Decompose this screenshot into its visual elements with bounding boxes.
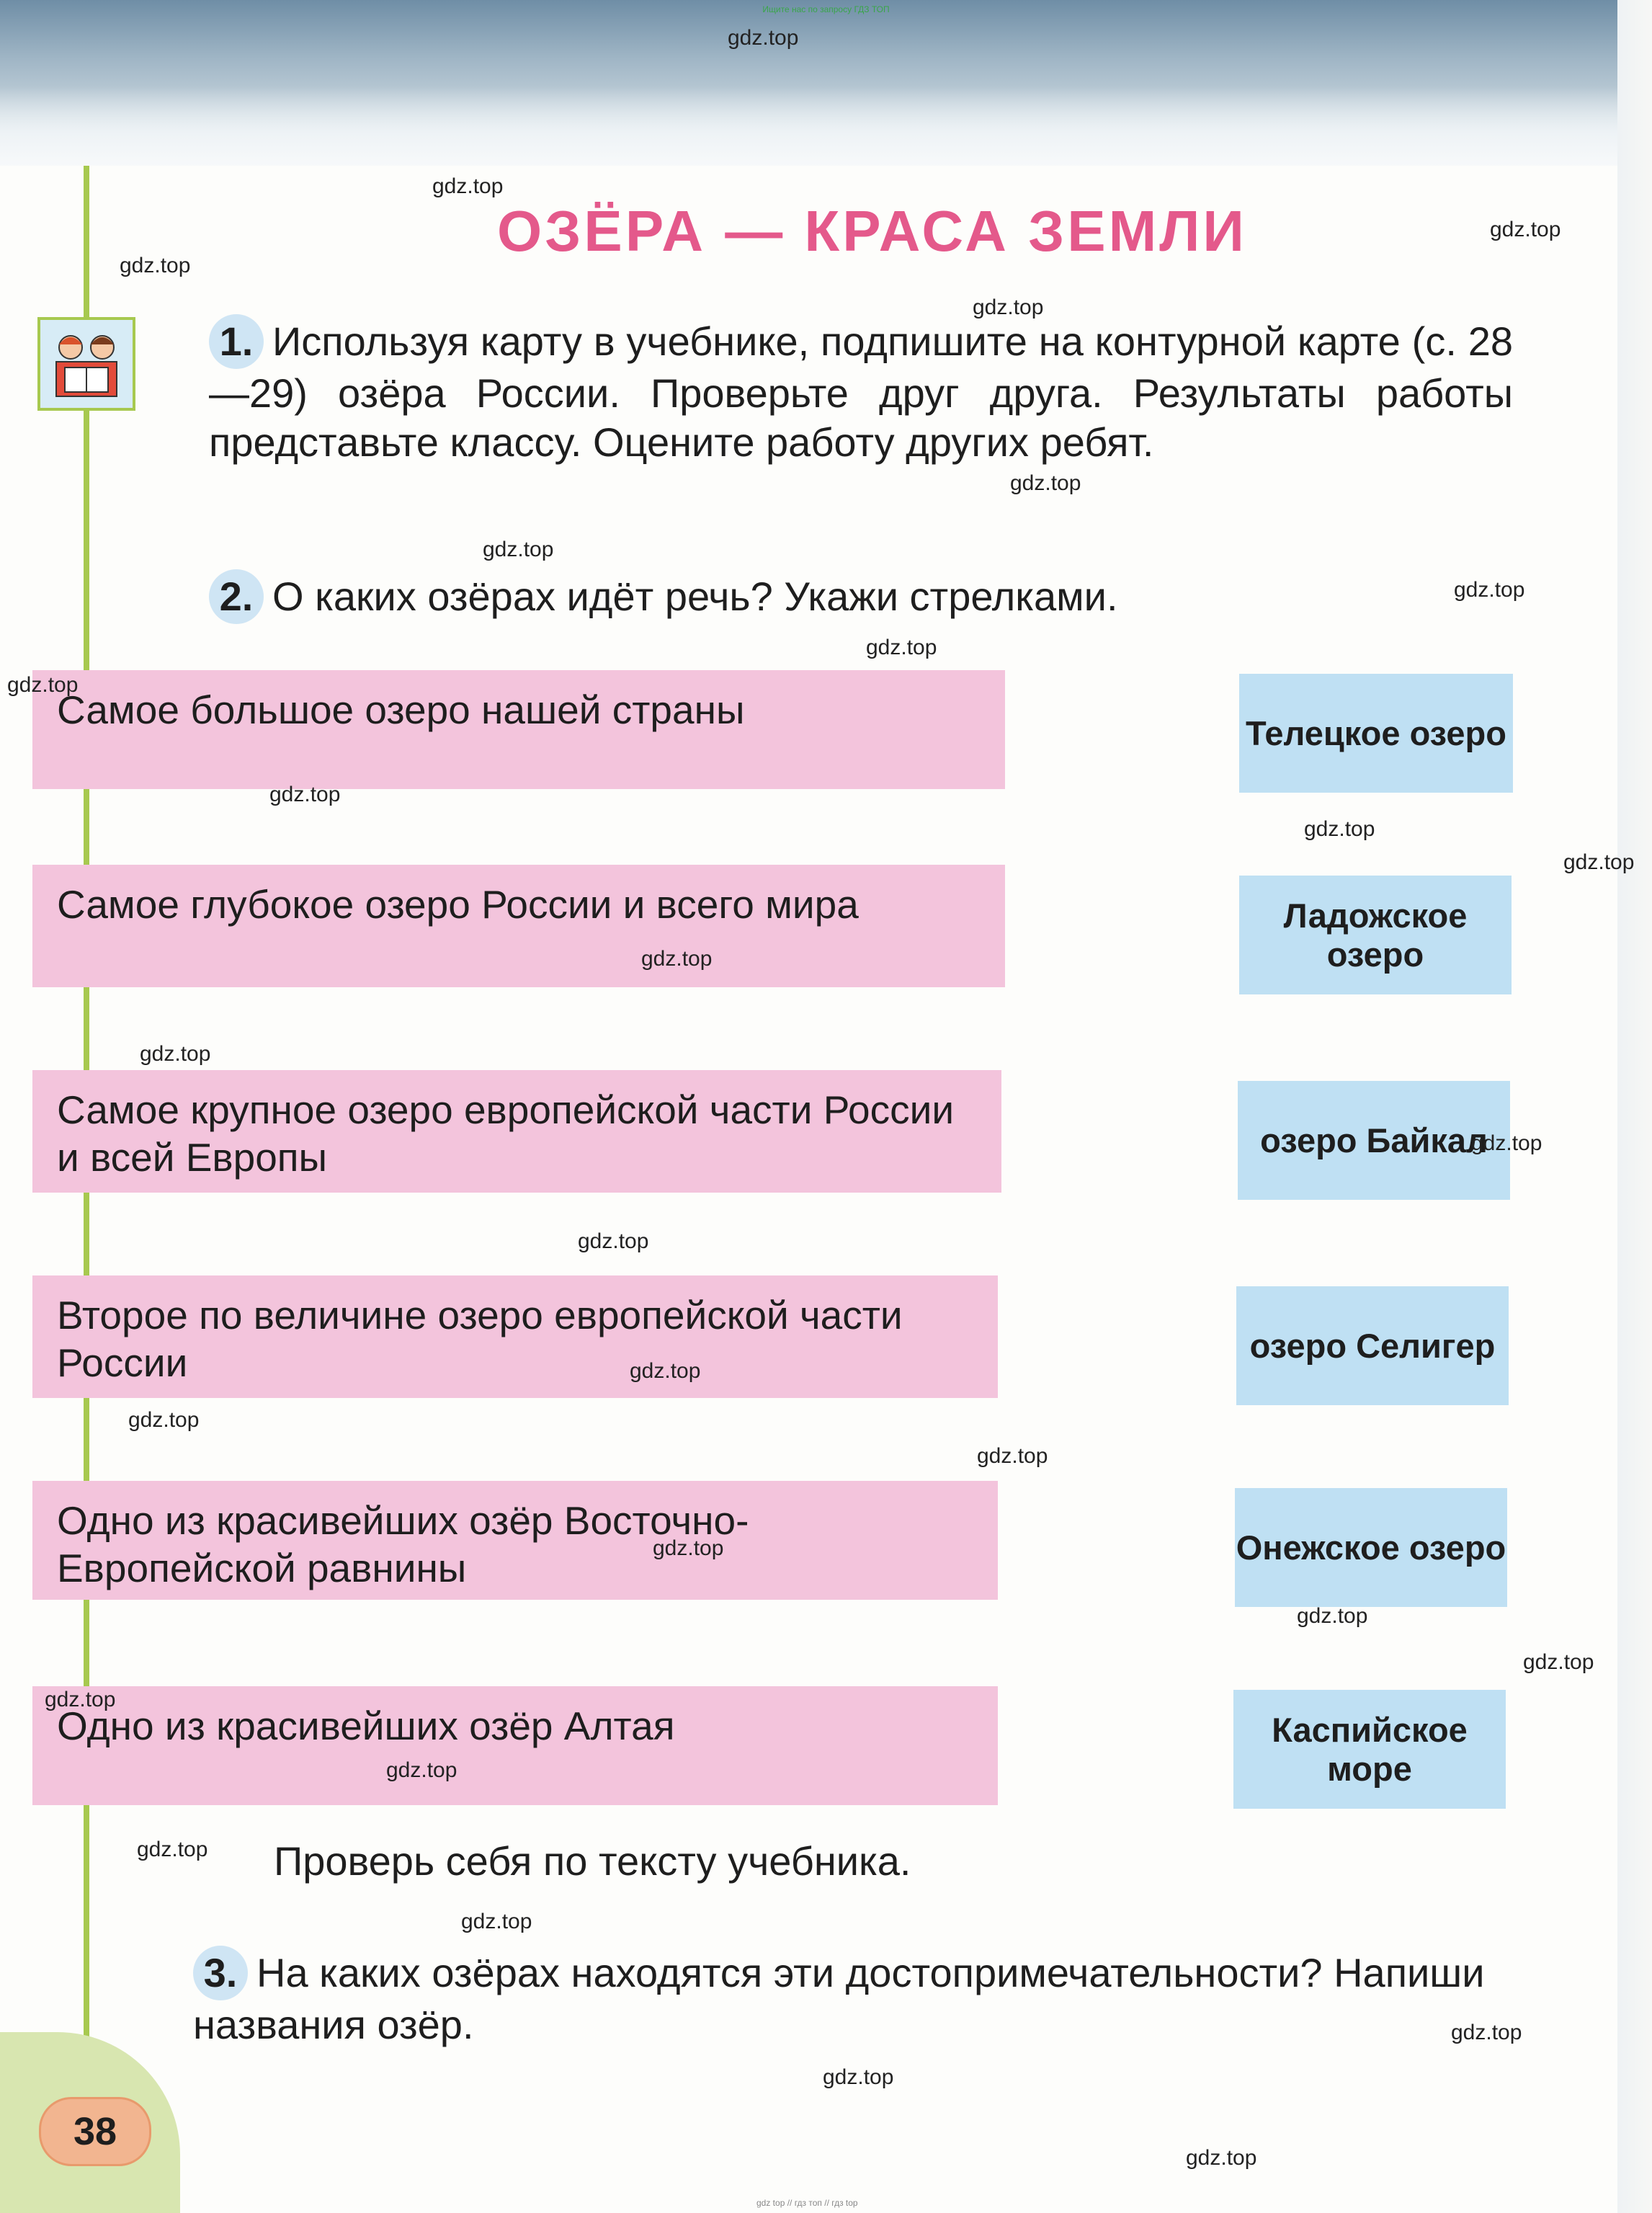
- lake-name-ladoga: Ладожское озеро: [1239, 876, 1512, 994]
- watermark: gdz.top: [630, 1359, 701, 1383]
- watermark: gdz.top: [866, 636, 937, 659]
- lake-description-1: Самое большое озеро нашей страны: [32, 670, 1005, 789]
- watermark: gdz.top: [1010, 471, 1081, 495]
- lake-name-seliger: озеро Селигер: [1236, 1286, 1509, 1405]
- task-number-1: 1.: [209, 314, 264, 369]
- task-2: [209, 569, 1513, 624]
- watermark: gdz.top: [483, 538, 554, 561]
- bottom-note: gdz top // гдз топ // гдз top: [756, 2198, 858, 2208]
- watermark: gdz.top: [45, 1688, 116, 1711]
- watermark: gdz.top: [1451, 2021, 1522, 2044]
- watermark: gdz.top: [641, 947, 713, 971]
- lake-name-onega: Онежское озеро: [1235, 1488, 1507, 1607]
- task-number-2: 2.: [209, 569, 264, 624]
- banner-source-line: Ищите нас по запросу ГДЗ ТОП: [762, 4, 890, 14]
- task-2-text: О каких озёрах идёт речь? Укажи стрелками.: [272, 574, 1118, 619]
- watermark: gdz.top: [1471, 1131, 1542, 1155]
- lake-description-6: Одно из красивейших озёр Алтая: [32, 1686, 998, 1805]
- watermark: gdz.top: [1490, 218, 1561, 241]
- watermark: gdz.top: [120, 254, 191, 277]
- watermark: gdz.top: [1454, 578, 1525, 602]
- watermark: gdz.top: [977, 1444, 1048, 1468]
- watermark: gdz.top: [728, 26, 799, 50]
- lake-description-3: Самое крупное озеро европейской части России и всей Европы: [32, 1070, 1001, 1193]
- watermark: gdz.top: [461, 1910, 532, 1933]
- page-title: ОЗЁРА — КРАСА ЗЕМЛИ: [497, 199, 1247, 263]
- task-3: [193, 1946, 1504, 2049]
- watermark: gdz.top: [1186, 2146, 1257, 2170]
- task-1: [209, 314, 1513, 467]
- lake-name-baikal: озеро Байкал: [1238, 1081, 1510, 1200]
- watermark: gdz.top: [1563, 850, 1635, 874]
- watermark: gdz.top: [7, 673, 79, 697]
- check-yourself-note: Проверь себя по тексту учебника.: [274, 1838, 911, 1884]
- task-number-3: 3.: [193, 1946, 248, 2000]
- watermark: gdz.top: [137, 1838, 208, 1861]
- task-3-text: На каких озёрах находятся эти достопримечательности? Напиши названия озёр.: [193, 1950, 1485, 2047]
- lake-description-5: Одно из красивейших озёр Восточно-Европейской равнины: [32, 1481, 998, 1600]
- lake-name-caspian: Каспийское море: [1233, 1690, 1506, 1809]
- banner-snow-hills: [0, 86, 1652, 166]
- watermark: gdz.top: [1523, 1650, 1594, 1674]
- lake-description-4: Второе по величине озеро европейской части России: [32, 1275, 998, 1398]
- watermark: gdz.top: [653, 1536, 724, 1560]
- watermark: gdz.top: [823, 2065, 894, 2089]
- watermark: gdz.top: [1297, 1604, 1368, 1628]
- watermark: gdz.top: [973, 295, 1044, 319]
- watermark: gdz.top: [1304, 817, 1375, 841]
- watermark: gdz.top: [432, 174, 504, 198]
- watermark: gdz.top: [269, 783, 341, 806]
- watermark: gdz.top: [386, 1758, 457, 1782]
- watermark: gdz.top: [140, 1042, 211, 1066]
- page-number: 38: [39, 2097, 151, 2166]
- lake-name-teletskoye: Телецкое озеро: [1239, 674, 1513, 793]
- task-1-text: Используя карту в учебнике, подпишите на контурной карте (с. 28—29) озёра России. Проверьте друг друга. Результаты работы представьте классу. Оцените работу других ребят.: [209, 319, 1513, 465]
- pair-work-icon: [37, 317, 135, 411]
- lake-description-2: Самое глубокое озеро России и всего мира: [32, 865, 1005, 987]
- page-edge: [1617, 0, 1652, 2213]
- watermark: gdz.top: [578, 1229, 649, 1253]
- watermark: gdz.top: [128, 1408, 200, 1432]
